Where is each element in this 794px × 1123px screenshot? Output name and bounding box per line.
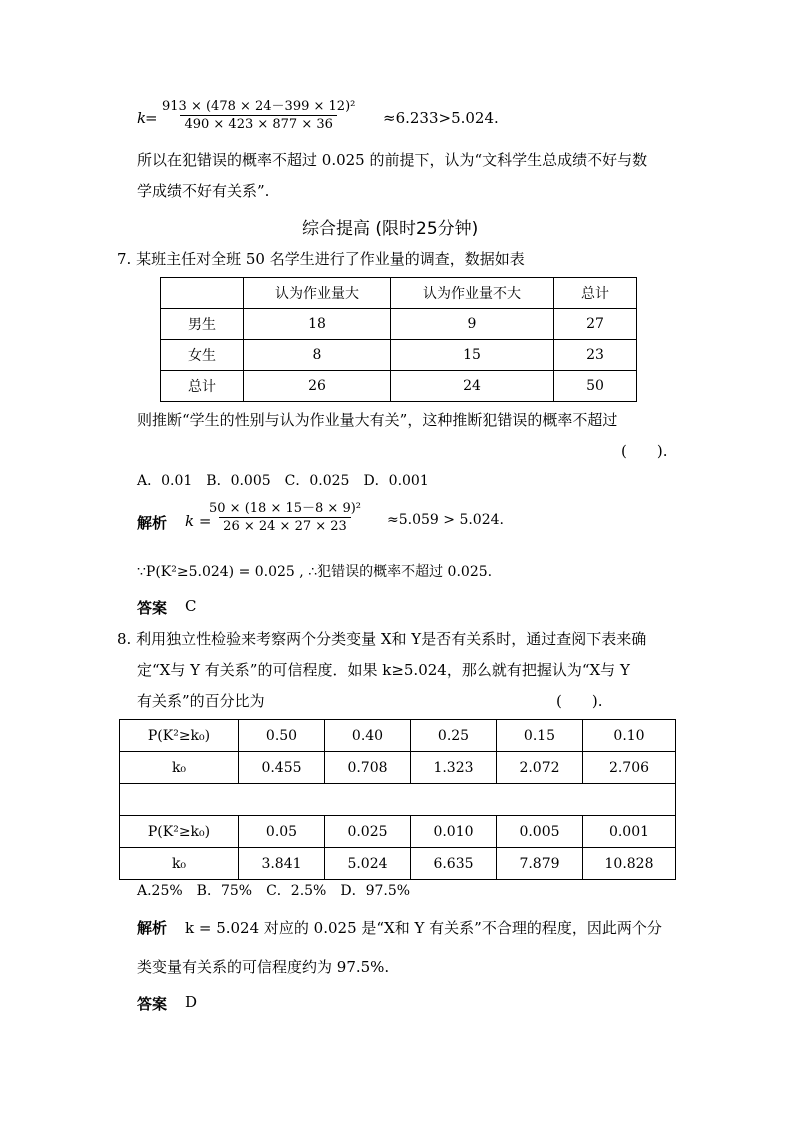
q7-analysis-label: 解析 [137,514,168,532]
table-cell [161,278,244,309]
q8-analysis-line-2: 类变量有关系的可信程度约为 97.5%. [137,958,390,976]
table-cell: k₀ [120,752,239,784]
section-title: 综合提高 (限时25分钟) [302,219,479,239]
table-cell: 0.010 [411,816,497,848]
q8-critical-value-table [119,719,676,880]
table-cell: 2.072 [497,752,583,784]
k-variable: k [137,109,147,127]
approx-result: ≈6.233>5.024. [383,109,499,127]
table-cell: 0.10 [583,720,676,752]
table-cell [120,784,676,816]
table-cell: 总计 [161,371,244,402]
table-row [120,720,676,752]
q7-analysis-fraction [205,500,365,536]
table-cell: 0.708 [325,752,411,784]
q8-analysis-line-1: k = 5.024 对应的 0.025 是“X和 Y 有关系”不合理的程度，因此两个分 [185,919,662,937]
fraction-denominator: 490 × 423 × 877 × 36 [180,115,336,134]
table-cell: 7.879 [497,848,583,880]
table-row [120,848,676,880]
q7-question: 则推断“学生的性别与认为作业量大有关”，这种推断犯错误的概率不超过 [137,411,618,429]
q7-answer: C [185,597,197,615]
q8-answer: D [185,993,198,1011]
q8-answer-label: 答案 [137,995,168,1013]
table-cell: 26 [244,371,391,402]
q8-options: A.25% B．75% C．2.5% D．97.5% [137,883,411,899]
table-cell: 3.841 [239,848,325,880]
table-row-spacer [120,784,676,816]
q8-analysis-label: 解析 [137,919,168,937]
fraction-numerator: 913 × (478 × 24－399 × 12)² [162,99,356,114]
table-cell: 8 [244,340,391,371]
q7-answer-paren: ( ). [621,442,668,460]
table-row [161,278,637,309]
table-cell: 女生 [161,340,244,371]
table-cell: 50 [554,371,637,402]
table-cell: 0.025 [325,816,411,848]
table-cell: 认为作业量不大 [391,278,554,309]
q7-answer-label: 答案 [137,599,168,617]
table-cell: 5.024 [325,848,411,880]
q8-stem-line-2: 定“X与 Y 有关系”的可信程度．如果 k≥5.024，那么就有把握认为“X与 Y [137,661,630,679]
table-cell: 0.15 [497,720,583,752]
q7-analysis-result: ≈5.059 > 5.024. [387,512,504,528]
table-cell: k₀ [120,848,239,880]
table-cell: 27 [554,309,637,340]
conclusion-line-2: 学成绩不好有关系”. [137,182,270,200]
table-cell: 0.455 [239,752,325,784]
conclusion-line-1: 所以在犯错误的概率不超过 0.025 的前提下，认为“文科学生总成绩不好与数 [137,151,648,169]
table-cell: 18 [244,309,391,340]
q8-stem-line-3: 有关系”的百分比为 [137,692,265,710]
q7-options: A．0.01 B．0.005 C．0.025 D．0.001 [137,473,429,489]
table-cell: P(K²≥k₀) [120,720,239,752]
q7-analysis-k: k = [185,512,212,530]
q8-answer-paren: ( ). [556,692,603,710]
equals-sign: = [145,109,158,127]
table-row [161,371,637,402]
table-cell: 0.05 [239,816,325,848]
table-cell: 认为作业量大 [244,278,391,309]
q7-stem: 7. 某班主任对全班 50 名学生进行了作业量的调查，数据如表 [117,250,525,268]
fraction-numerator: 50 × (18 × 15－8 × 9)² [209,501,361,516]
table-cell: 0.001 [583,816,676,848]
q7-contingency-table [160,277,637,402]
table-cell: 10.828 [583,848,676,880]
table-cell: 男生 [161,309,244,340]
table-cell: 0.25 [411,720,497,752]
table-cell: 0.50 [239,720,325,752]
table-cell: 23 [554,340,637,371]
table-cell: 9 [391,309,554,340]
table-cell: 总计 [554,278,637,309]
table-row [161,309,637,340]
table-cell: 2.706 [583,752,676,784]
table-cell: P(K²≥k₀) [120,816,239,848]
q7-because: ∵P(K²≥5.024) = 0.025 , ∴犯错误的概率不超过 0.025. [137,564,493,580]
table-row [161,340,637,371]
table-row [120,816,676,848]
table-cell: 15 [391,340,554,371]
chi-square-fraction [158,98,359,134]
table-cell: 0.40 [325,720,411,752]
table-cell: 6.635 [411,848,497,880]
q8-stem-line-1: 8. 利用独立性检验来考察两个分类变量 X和 Y是否有关系时，通过查阅下表来确 [117,630,647,648]
table-row [120,752,676,784]
fraction-denominator: 26 × 24 × 27 × 23 [219,517,351,536]
table-cell: 1.323 [411,752,497,784]
table-cell: 24 [391,371,554,402]
table-cell: 0.005 [497,816,583,848]
